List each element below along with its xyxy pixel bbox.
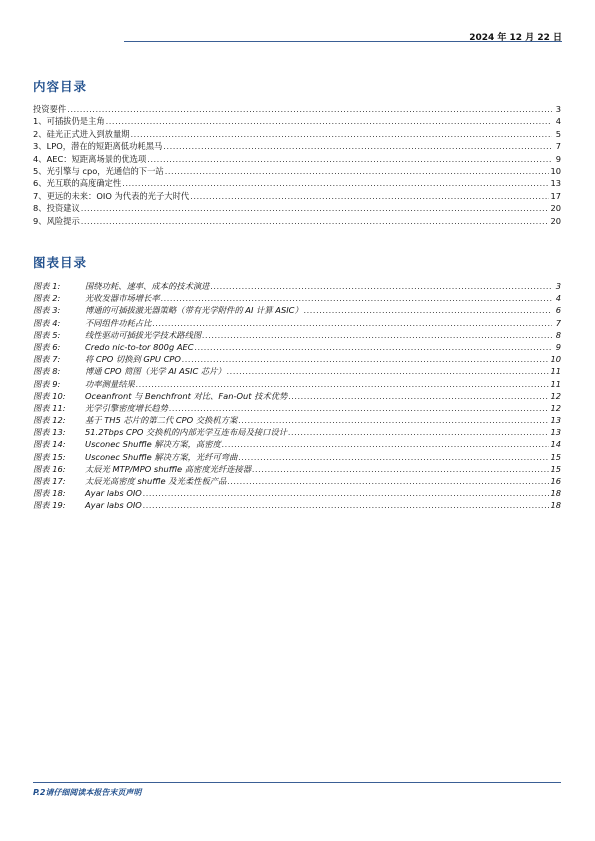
page-number: 7	[555, 141, 561, 152]
page-number: 18	[550, 488, 561, 499]
figure-caption: 功率测量结果	[85, 378, 135, 389]
dot-leader	[67, 103, 552, 115]
contents-entry[interactable]	[33, 140, 561, 152]
figure-number: 图表 2:	[33, 293, 61, 304]
figure-number: 图表 9:	[33, 378, 61, 389]
entry-label: 7、更远的未来：OIO 为代表的光子大时代	[33, 190, 190, 201]
contents-entry[interactable]	[33, 202, 561, 214]
entry-label	[33, 390, 287, 402]
page-number: 4	[555, 116, 561, 127]
figure-entry[interactable]	[33, 414, 561, 426]
figure-number: 图表 1:	[33, 281, 61, 291]
figure-number: 图表 5:	[33, 329, 61, 340]
entry-label	[33, 329, 201, 341]
dot-leader	[210, 280, 552, 292]
page-number: 16	[550, 476, 561, 486]
page-number: 6	[555, 305, 561, 316]
dot-leader	[136, 378, 550, 390]
page-number: 4	[555, 293, 561, 304]
dot-leader	[252, 463, 549, 475]
figure-entry[interactable]	[33, 487, 561, 499]
contents-title: 内容目录	[33, 79, 88, 94]
figure-caption: Ayar labs OIO	[85, 488, 142, 499]
page-number: 13	[550, 178, 561, 189]
dot-leader	[143, 487, 550, 499]
figure-caption: 博通 CPO 简图（光学 AI ASIC 芯片）	[85, 366, 226, 377]
page-number: 5	[555, 128, 561, 139]
dot-leader	[190, 190, 549, 202]
dot-leader	[288, 390, 549, 402]
figure-caption: Usconec Shuffle 解决方案，光纤可弯曲	[85, 451, 238, 462]
dot-leader	[161, 292, 552, 304]
entry-label	[33, 475, 226, 487]
entry-label: 2、硅光正式进入到放量期	[33, 128, 130, 139]
page-number: 3	[555, 281, 561, 291]
dot-leader	[147, 153, 552, 165]
figure-number: 图表 6:	[33, 341, 61, 352]
entry-label	[33, 426, 287, 438]
page-number: 10	[550, 354, 561, 365]
dot-leader	[238, 451, 549, 463]
figure-number: 图表 14:	[33, 439, 66, 450]
entry-label	[33, 353, 181, 365]
footer-disclaimer: P.2请仔细阅读本报告末页声明	[33, 788, 142, 797]
page-number: 9	[555, 341, 561, 352]
page-number: 20	[550, 203, 561, 214]
entry-label: 8、投资建议	[33, 203, 80, 214]
figure-entry[interactable]	[33, 426, 561, 438]
page-number: 15	[550, 463, 561, 474]
dot-leader	[227, 365, 550, 377]
page-number: 20	[550, 215, 561, 226]
figure-entry[interactable]	[33, 292, 561, 304]
figure-number: 图表 11:	[33, 402, 66, 413]
page-number: 13	[550, 415, 561, 426]
entry-label	[33, 292, 160, 304]
figure-entry[interactable]	[33, 390, 561, 402]
page-number: 11	[550, 378, 561, 389]
page-number: 10	[550, 165, 561, 176]
entry-label	[33, 280, 209, 292]
figure-number: 图表 13:	[33, 427, 66, 438]
figures-list	[33, 280, 561, 512]
entry-label: 6、光互联的高度确定性	[33, 178, 122, 189]
entry-label	[33, 365, 226, 377]
figure-number: 图表 19:	[33, 500, 66, 511]
entry-label	[33, 402, 168, 414]
dot-leader	[195, 341, 552, 353]
dot-leader	[152, 317, 552, 329]
dot-leader	[238, 414, 549, 426]
figures-title: 图表目录	[33, 255, 88, 270]
entry-label: 9、风险提示	[33, 215, 80, 226]
figure-caption: Oceanfront 与 Benchfront 对比、Fan-Out 技术优势	[85, 390, 288, 401]
figure-caption: 太辰光高密度 shuffle 及光柔性板产品	[85, 476, 227, 486]
dot-leader	[202, 329, 552, 341]
entry-label: 3、LPO，潜在的短距离低功耗黑马	[33, 141, 163, 152]
page-number: 14	[550, 439, 561, 450]
page-number: 17	[550, 190, 561, 201]
page-number: 15	[550, 451, 561, 462]
page-number: 12	[550, 390, 561, 401]
figure-caption: 围绕功耗、速率、成本的技术演进	[85, 281, 210, 291]
dot-leader	[163, 140, 552, 152]
figure-entry[interactable]	[33, 438, 561, 450]
figure-number: 图表 16:	[33, 463, 66, 474]
entry-label: 投资要件	[33, 104, 67, 114]
figure-entry[interactable]	[33, 463, 561, 475]
figure-number: 图表 4:	[33, 317, 61, 328]
contents-entry[interactable]	[33, 103, 561, 115]
figure-caption: 太辰光 MTP/MPO shuffle 高密度光纤连接器	[85, 463, 252, 474]
page-number: 12	[550, 402, 561, 413]
entry-label: 5、光引擎与 cpo，光通信的下一站	[33, 165, 164, 176]
figure-entry[interactable]	[33, 378, 561, 390]
contents-entry[interactable]	[33, 128, 561, 140]
page-number: 3	[555, 104, 561, 114]
figure-entry[interactable]	[33, 499, 561, 511]
header-divider	[124, 41, 562, 42]
page-number: 18	[550, 500, 561, 511]
page-number: 9	[555, 153, 561, 164]
figure-entry[interactable]	[33, 353, 561, 365]
figure-caption: Usconec Shuffle 解决方案，高密度	[85, 439, 221, 450]
entry-label	[33, 341, 194, 353]
figure-number: 图表 8:	[33, 366, 61, 377]
dot-leader	[304, 304, 552, 316]
figure-entry[interactable]	[33, 317, 561, 329]
dot-leader	[106, 115, 552, 127]
dot-leader	[143, 499, 550, 511]
entry-label	[33, 304, 303, 316]
figure-entry[interactable]	[33, 365, 561, 377]
contents-entry[interactable]	[33, 153, 561, 165]
entry-label	[33, 463, 251, 475]
page-number: 13	[550, 427, 561, 438]
entry-label	[33, 414, 237, 426]
contents-entry[interactable]	[33, 115, 561, 127]
entry-label: 4、AEC：短距离场景的优选项	[33, 153, 147, 164]
figure-entry[interactable]	[33, 402, 561, 414]
figure-entry[interactable]	[33, 451, 561, 463]
dot-leader	[81, 215, 550, 227]
figure-caption: 51.2Tbps CPO 交换机的内部光学互连布局及接口设计	[85, 427, 288, 438]
figure-caption: 将 CPO 切换到 GPU CPO	[85, 354, 181, 365]
contents-entry[interactable]	[33, 215, 561, 227]
figure-number: 图表 7:	[33, 354, 61, 365]
figure-number: 图表 18:	[33, 488, 66, 499]
figure-caption: 博通的可插拔激光器策略（带有光学附件的 AI 计算 ASIC）	[85, 305, 303, 316]
figure-caption: 光学引擎密度增长趋势	[85, 402, 168, 413]
figure-caption: Credo nic-to-tor 800g AEC	[85, 341, 194, 352]
dot-leader	[122, 177, 549, 189]
figure-number: 图表 15:	[33, 451, 66, 462]
page-number: 11	[550, 366, 561, 377]
dot-leader	[288, 426, 549, 438]
entry-label	[33, 438, 221, 450]
dot-leader	[131, 128, 552, 140]
page-number: 7	[555, 317, 561, 328]
entry-label	[33, 317, 151, 329]
entry-label	[33, 487, 142, 499]
entry-label	[33, 378, 135, 390]
entry-label	[33, 451, 237, 463]
entry-label: 1、可插拔仍是主角	[33, 116, 105, 127]
figure-caption: 线性驱动可插拔光学技术路线图	[85, 329, 202, 340]
figure-number: 图表 12:	[33, 415, 66, 426]
figure-number: 图表 17:	[33, 476, 66, 486]
report-date: 2024 年 12 月 22 日	[469, 33, 562, 43]
contents-entry[interactable]	[33, 165, 561, 177]
figure-number: 图表 3:	[33, 305, 61, 316]
figure-caption: 不同组件功耗占比	[85, 317, 152, 328]
figure-entry[interactable]	[33, 280, 561, 292]
dot-leader	[169, 402, 549, 414]
dot-leader	[182, 353, 550, 365]
dot-leader	[227, 475, 549, 487]
contents-entry[interactable]	[33, 177, 561, 189]
page-number: 8	[555, 329, 561, 340]
figure-entry[interactable]	[33, 329, 561, 341]
dot-leader	[165, 165, 550, 177]
figure-caption: 光收发器市场增长率	[85, 293, 160, 304]
contents-list	[33, 103, 561, 227]
figure-entry[interactable]	[33, 304, 561, 316]
figure-number: 图表 10:	[33, 390, 66, 401]
entry-label	[33, 499, 142, 511]
figure-entry[interactable]	[33, 341, 561, 353]
dot-leader	[222, 438, 550, 450]
figure-caption: Ayar labs OIO	[85, 500, 142, 511]
figure-caption: 基于 TH5 芯片的第二代 CPO 交换机方案	[85, 415, 238, 426]
dot-leader	[81, 202, 550, 214]
figure-entry[interactable]	[33, 475, 561, 487]
contents-entry[interactable]	[33, 190, 561, 202]
footer-divider	[33, 782, 561, 783]
